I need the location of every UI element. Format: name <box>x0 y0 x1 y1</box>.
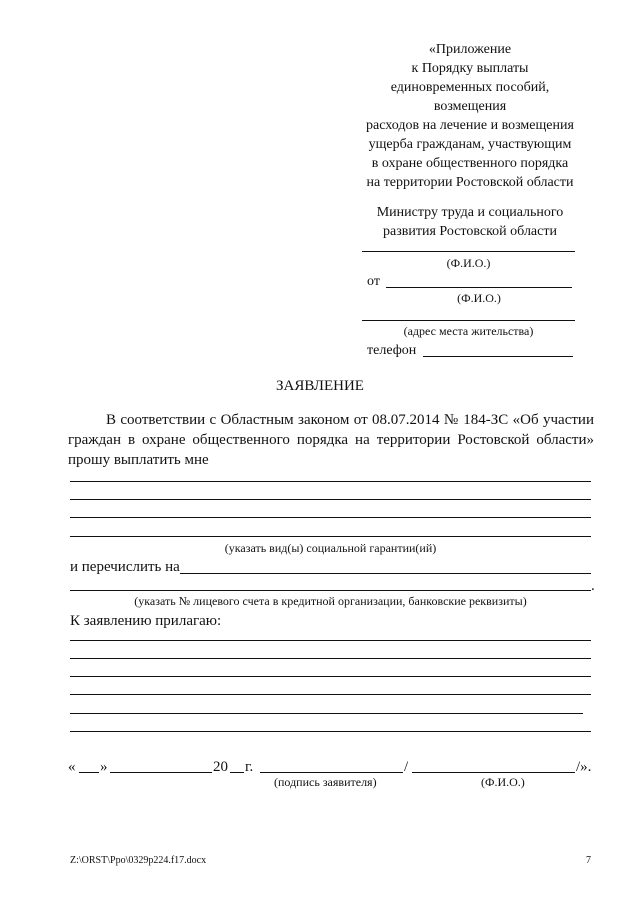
appendix-line: к Порядку выплаты <box>411 61 529 76</box>
appendix-line: расходов на лечение и возмещения <box>366 118 574 133</box>
benefit-line-3[interactable] <box>70 517 591 518</box>
year-field[interactable] <box>230 772 244 773</box>
year-suffix: г. <box>245 759 254 775</box>
slash: / <box>404 759 409 775</box>
attachment-line-5[interactable] <box>70 713 583 714</box>
appendix-line: в охране общественного порядка <box>371 156 569 171</box>
ministry-line-1: Министру труда и социального <box>376 205 564 220</box>
signature-end: /». <box>576 759 592 775</box>
signature-field[interactable] <box>260 772 403 773</box>
phone-field[interactable] <box>423 356 573 357</box>
attachment-line-3[interactable] <box>70 676 591 677</box>
appendix-header <box>340 40 600 192</box>
transfer-details-field[interactable] <box>70 590 591 591</box>
appendix-line: единовременных пособий, <box>390 80 550 95</box>
attachment-line-2[interactable] <box>70 658 591 659</box>
benefit-line-1[interactable] <box>70 481 591 482</box>
attachment-line-1[interactable] <box>70 640 591 641</box>
transfer-target-field[interactable] <box>180 573 591 574</box>
guarantee-caption: (указать вид(ы) социальной гарантии(ий) <box>224 541 437 555</box>
appendix-line: на территории Ростовской области <box>366 175 574 190</box>
statement-text: В соответствии с Областным законом от 08.07.2014 № 184-ЗС «Об участии граждан в охране общественного порядка на территории Ростовской области» прошу выплатить мне <box>68 412 594 468</box>
appendix-line: ущерба гражданам, участвующим <box>368 137 572 152</box>
account-caption: (указать № лицевого счета в кредитной организации, банковские реквизиты) <box>134 594 527 608</box>
attachments-label: К заявлению прилагаю: <box>70 613 222 629</box>
appendix-line: «Приложение <box>428 42 512 57</box>
attachment-line-6[interactable] <box>70 731 591 732</box>
applicant-name-field[interactable] <box>386 287 572 288</box>
transfer-label: и перечислить на <box>70 559 180 575</box>
quote-close: » <box>100 759 108 775</box>
document-title: ЗАЯВЛЕНИЕ <box>276 378 364 394</box>
from-label: от <box>367 274 380 289</box>
ministry-line-2: развития Ростовской области <box>383 224 557 239</box>
phone-label: телефон <box>367 343 417 358</box>
statement-paragraph <box>68 410 594 470</box>
quote-open: « <box>68 759 76 775</box>
address-caption: (адрес места жительства) <box>403 324 534 338</box>
benefit-line-2[interactable] <box>70 499 591 500</box>
benefit-line-4[interactable] <box>70 536 591 537</box>
sign-caption: (подпись заявителя) <box>274 775 377 789</box>
file-path: Z:\ORST\Ppo\0329p224.f17.docx <box>70 855 207 866</box>
recipient-name-field[interactable] <box>362 251 575 252</box>
day-field[interactable] <box>79 772 99 773</box>
month-field[interactable] <box>110 772 212 773</box>
address-field[interactable] <box>362 320 575 321</box>
attachment-line-4[interactable] <box>70 694 591 695</box>
addressee-ministry <box>340 203 600 241</box>
fio-caption-2: (Ф.И.О.) <box>457 291 501 305</box>
transfer-end-mark: . <box>591 578 595 594</box>
fio-caption-signature: (Ф.И.О.) <box>481 775 525 789</box>
page-number: 7 <box>586 855 591 866</box>
fio-caption-1: (Ф.И.О.) <box>446 256 491 270</box>
appendix-line: возмещения <box>433 99 507 114</box>
year-prefix: 20 <box>213 759 228 775</box>
signature-row <box>68 757 598 777</box>
signer-name-field[interactable] <box>412 772 575 773</box>
